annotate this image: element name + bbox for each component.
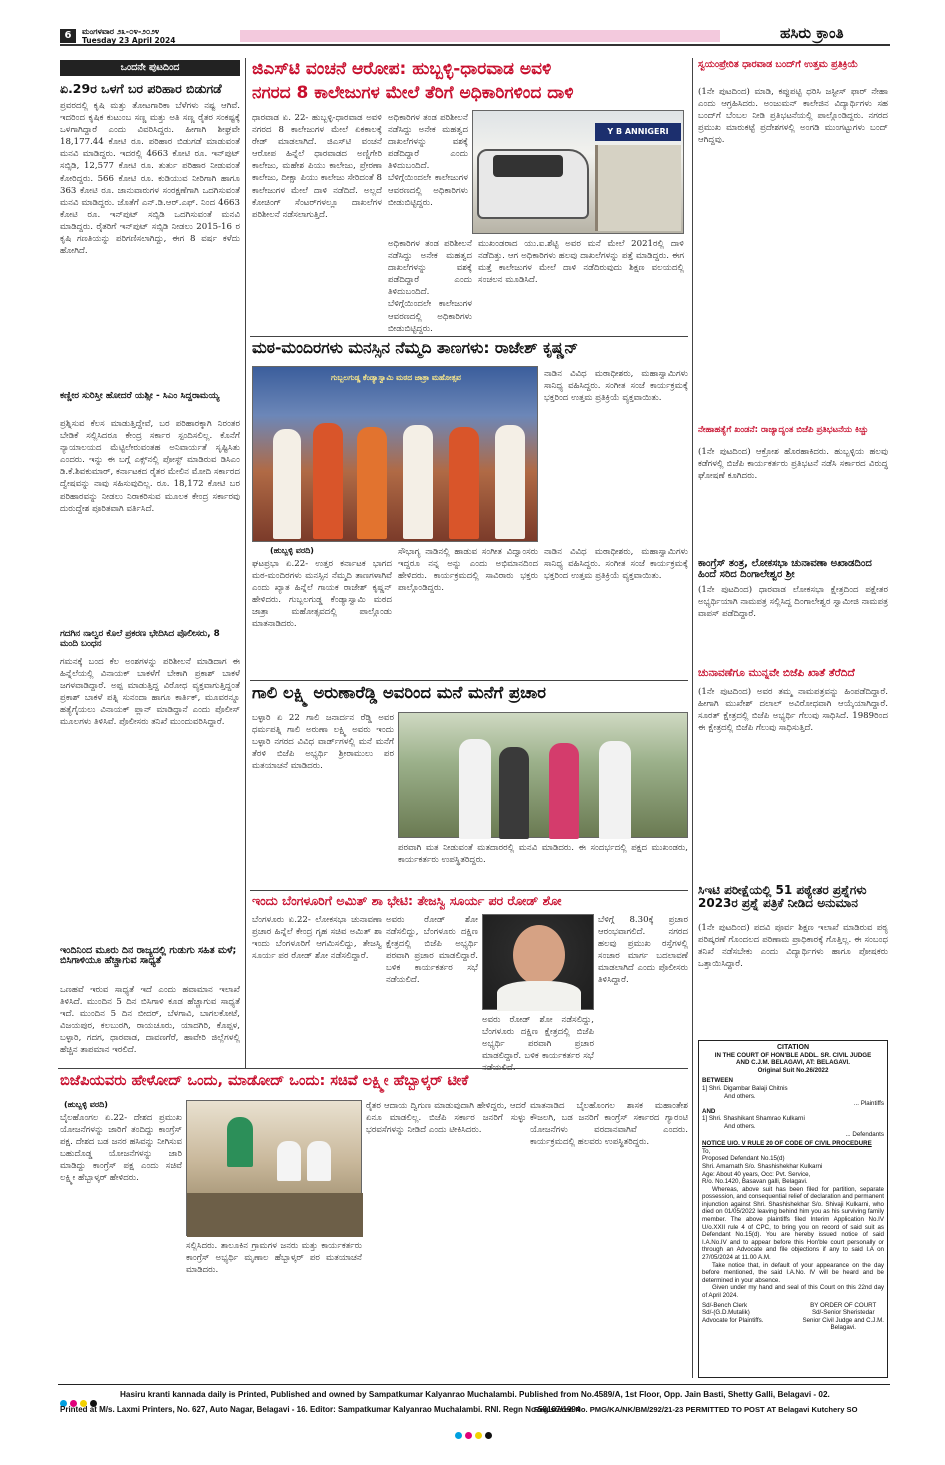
- citation-body2: Take notice that, in default of your appearance on the day before mentioned, the said I.A.No. IV will be heard and be determined in your absence.: [702, 1261, 884, 1284]
- building-facade: [595, 145, 681, 231]
- person-figure-4: [403, 425, 433, 539]
- footer-line1: Hasiru kranti kannada daily is Printed, Published and owned by Sampatkumar Kalyanrao Muchalambi. Published from No.4589/A, 1st Floor, Opp. Jain Basti, Shetty Galli, Belagavi - 02.: [120, 1390, 830, 1399]
- masthead-title: ಹಸಿರು ಕ್ರಾಂತಿ: [780, 24, 844, 42]
- citation-to: To,: [702, 1147, 711, 1155]
- citation-court-line2: AND C.J.M. BELAGAVI, AT: BELAGAVI.: [736, 1059, 850, 1067]
- top-story-body-col2: ಅಧಿಕಾರಿಗಳ ತಂಡ ಪರಿಶೀಲನೆ ನಡೆಸಿದ್ದು ಅನೇಕ ಮಹತ್ವದ ದಾಖಲೆಗಳನ್ನು ವಶಕ್ಕೆ ಪಡೆದಿದ್ದಾರೆ ಎಂದು ತಿಳಿದುಬಂದಿದೆ. ಬೆಳಿಗ್ಗೆಯಿಂದಲೇ ಕಾಲೇಜುಗಳ ಆವರಣದಲ್ಲಿ ಅಧಿಕಾರಿಗಳು ಬೀಡುಬಿಟ್ಟಿದ್ದರು.: [388, 113, 468, 208]
- college-building-photo: [472, 110, 684, 234]
- person-figure-1: [273, 429, 301, 539]
- left-story4-body: ಒಣಹವೆ ಇರುವ ಸಾಧ್ಯತೆ ಇದೆ ಎಂದು ಹವಾಮಾನ ಇಲಾಖೆ ತಿಳಿಸಿದೆ. ಮುಂದಿನ 5 ದಿನ ಬಿಸಿಗಾಳಿ ಕೂಡ ಹೆಚ್ಚಾಗುವ ಸಾಧ್ಯತೆ ಇದೆ. ಮುಂದಿನ 5 ದಿನ ಬೀದರ್, ಬೆಳಗಾವಿ, ಬಾಗಲಕೋಟೆ, ವಿಜಯಪುರ, ಕಲಬುರಗಿ, ರಾಯಚೂರು, ಯಾದಗಿರಿ, ಕೊಪ್ಪಳ, ಬಳ್ಳಾರಿ, ಗದಗ, ಧಾರವಾಡ, ದಾವಣಗೆರೆ, ಹಾವೇರಿ ಜಿಲ್ಲೆಗಳಲ್ಲಿ ಹೆಚ್ಚಿನ ತಾಪಮಾನ ಇರಲಿದೆ.: [60, 985, 240, 1056]
- page-header: [60, 24, 890, 46]
- person-figure-5: [449, 427, 479, 539]
- amit-body-col1: ಬೆಂಗಳೂರು ಏ.22- ಲೋಕಸಭಾ ಚುನಾವಣಾ ಪ್ರಚಾರ ಹಿನ್ನೆಲೆ ಕೇಂದ್ರ ಗೃಹ ಸಚಿವ ಅಮಿತ್ ಶಾ ಇಂದು ಬೆಂಗಳೂರಿಗೆ ಆಗಮಿಸಲಿದ್ದು, ತೇಜಸ್ವಿ ಸೂರ್ಯ ಪರ ರೋಡ್ ಶೋ ನಡೆಸಲಿದ್ದಾರೆ.: [252, 915, 382, 962]
- bjp-body-col2: ಸಲ್ಲಿಸಿದರು. ತಾಲೂಕಿನ ಗ್ರಾಮಗಳ ಜನರು ಮತ್ತು ಕಾರ್ಯಕರ್ತರು ಕಾಂಗ್ರೆಸ್ ಅಭ್ಯರ್ಥಿ ಮೃಣಾಲ ಹೆಬ್ಬಾಳ್ಕರ್ ಪರ ಮತಯಾಚನೆ ಮಾಡಿದರು.: [186, 1241, 362, 1276]
- portrait-shirt: [497, 981, 581, 1011]
- building-sign: Y B ANNIGERI: [595, 123, 681, 141]
- bjp-body-col3: ರೈತರ ಆದಾಯ ದ್ವಿಗುಣ ಮಾಡುವುದಾಗಿ ಹೇಳಿದ್ದರು, ಆದರೆ ಏನೂ ಮಾಡಲಿಲ್ಲ. ಬಿಜೆಪಿ ಸರ್ಕಾರ ಜನರಿಗೆ ಸುಳ್ಳು ಭರವಸೆಗಳನ್ನು ನೀಡಿದೆ ಎಂದು ಟೀಕಿಸಿದರು.: [366, 1101, 526, 1136]
- footer-line3: Registered No. PMG/KA/NK/BM/292/21-23 PERMITTED TO POST AT Belagavi Kutchery SO: [534, 1405, 858, 1414]
- left-story2-body: ಪ್ರಶ್ನಿಸುವ ಕೆಲಸ ಮಾಡುತ್ತಿದ್ದೇವೆ, ಬರ ಪರಿಹಾರಕ್ಕಾಗಿ ನಿರಂತರ ಬೇಡಿಕೆ ಸಲ್ಲಿಸಿದರೂ ಕೇಂದ್ರ ಸರ್ಕಾರ ಸ್ಪಂದಿಸಲಿಲ್ಲ. ಕೊನೆಗೆ ನ್ಯಾಯಾಲಯದ ಮೆಟ್ಟಿಲೇರುವಂತಹ ಅನಿವಾರ್ಯತೆ ಸೃಷ್ಟಿಸಿತು ಎಂದರು. ಇನ್ನು ಈ ಬಗ್ಗೆ ಎಕ್ಸ್‌ನಲ್ಲಿ ಪೋಸ್ಟ್ ಮಾಡಿರುವ ಡಿಸಿಎಂ ಡಿ.ಕೆ.ಶಿವಕುಮಾರ್, ಕರ್ನಾಟಕದ ರೈತರ ಮೇಲಿನ ಮೋದಿ ಸರ್ಕಾರದ ದ್ವೇಷವನ್ನು ನಾವು ಸಹಿಸುವುದಿಲ್ಲ. ರೂ. 18,172 ಕೋಟಿ ಬರ ಪರಿಹಾರವನ್ನು ನೀಡಲು ನಿರಾಕರಿಸುವ ಮೂಲಕ ಕೇಂದ್ರ ಸರ್ಕಾರವು ದುರುದ್ದೇಶ ಪೂರಿತವಾಗಿ ವರ್ತಿಸಿದೆ.: [60, 419, 240, 514]
- mutt-divider: [250, 680, 688, 681]
- portrait-face: [513, 925, 565, 985]
- page-number: 6: [60, 29, 76, 43]
- amit-body-col3: ಬೆಳಿಗ್ಗೆ 8.30ಕ್ಕೆ ಪ್ರಚಾರ ಆರಂಭವಾಗಲಿದೆ. ನಗರದ ಹಲವು ಪ್ರಮುಖ ರಸ್ತೆಗಳಲ್ಲಿ ಸಂಚಾರ ಮಾರ್ಗ ಬದಲಾವಣೆ ಮಾಡಲಾಗಿದೆ ಎಂದು ಪೊಲೀಸರು ತಿಳಿಸಿದ್ದಾರೆ.: [598, 915, 688, 986]
- citation-age: Age: About 40 years, Occ: Pvt. Service,: [702, 1170, 811, 1178]
- mutt-headline: ಮಠ-ಮಂದಿರಗಳು ಮನಸ್ಸಿನ ನೆಮ್ಮದಿ ತಾಣಗಳು: ರಾಜೇಶ್ ಕೃಷ್ಣನ್: [252, 339, 579, 357]
- left-story2-headline: ಕಣ್ಣೀರ ಸುರಿಸ್ತೀ ಹೋದರೆ ಯಶ್ಸೀ - ಸಿಎಂ ಸಿದ್ದರಾಮಯ್ಯ: [60, 391, 220, 401]
- mutt-body-col3: ನಾಡಿನ ವಿವಿಧ ಮಠಾಧೀಶರು, ಮಹಾಸ್ವಾಮಿಗಳು ಸಾನಿಧ್ಯ ವಹಿಸಿದ್ದರು. ಸಂಗೀತ ಸಂಜೆ ಕಾರ್ಯಕ್ರಮಕ್ಕೆ ಭಕ್ತರಿಂದ ಉತ್ತಮ ಪ್ರತಿಕ್ರಿಯೆ ವ್ಯಕ್ತವಾಯಿತು.: [544, 369, 688, 404]
- citation-sig-right: [802, 1302, 884, 1332]
- kannada-date: ಮಂಗಳವಾರ ೨೩-೦೪-೨೦೨೪: [82, 27, 160, 36]
- person-figure-3: [357, 427, 387, 539]
- amit-headline: ಇಂದು ಬೆಂಗಳೂರಿಗೆ ಅಮಿತ್ ಶಾ ಭೇಟಿ: ತೇಜಸ್ವಿ ಸೂರ್ಯ ಪರ ರೋಡ್ ಶೋ: [252, 893, 562, 908]
- citation-suit: Original Suit No.26/2022: [757, 1066, 829, 1074]
- magenta-dot-2: [465, 1432, 472, 1439]
- mutt-event-photo: [252, 366, 538, 542]
- left-story3-body: ಗಮನಕ್ಕೆ ಬಂದ ಕೆಲ ಅಂಶಗಳನ್ನು ಪರಿಶೀಲನೆ ಮಾಡಿದಾಗ ಈ ಹಿನ್ನೆಲೆಯಲ್ಲಿ ವಿನಾಯಕ್ ಬಾಕಳೆಗೆ ಬೇಕಾಗಿ ಪ್ರಕಾಶ್ ಬಾಕಳೆ ಜಗಳವಾಡಿದ್ದಾರೆ. ಅಪ್ಪ ಮಾಡುತ್ತಿದ್ದ ವಿರೋಧ ವ್ಯಕ್ತವಾಗುತ್ತಿದ್ದಂತೆ ಪ್ರಕಾಶ್ ಬಾಕಳೆ ಪತ್ನಿ ಸುನಂದಾ ಹಾಗೂ ಕಾರ್ತಿಕ್, ಮೂವರನ್ನೂ ಹತ್ಯೆಗೈಯಲು ವಿನಾಯಕ್ ಪ್ಲಾನ್ ಮಾಡಿದ್ದಾನೆ ಎಂದು ಪೊಲೀಸ್ ಮೂಲಗಳು ತಿಳಿಸಿವೆ. ಪೊಲೀಸರು ತನಿಖೆ ಮುಂದುವರಿಸಿದ್ದಾರೆ.: [60, 657, 240, 728]
- yellow-dot-2: [475, 1432, 482, 1439]
- citation-others1: And others.: [724, 1092, 756, 1100]
- galli-body-right: ಪರವಾಗಿ ಮತ ನೀಡುವಂತೆ ಮತದಾರರಲ್ಲಿ ಮನವಿ ಮಾಡಿದರು. ಈ ಸಂದರ್ಭದಲ್ಲಿ ಪಕ್ಷದ ಮುಖಂಡರು, ಕಾರ್ಯಕರ್ತರು ಉಪಸ್ಥಿತರಿದ್ದರು.: [398, 843, 688, 866]
- stage-figure-1: [277, 1141, 301, 1181]
- left-story3-headline: ಗದಗಿನ ನಾಲ್ವರ ಕೊಲೆ ಪ್ರಕರಣ ಭೇದಿಸಿದ ಪೊಲೀಸರು, 8 ಮಂದಿ ಬಂಧನ: [60, 629, 220, 649]
- citation-title: CITATION: [776, 1044, 809, 1051]
- citation-notice-heading: NOTICE U/O. V RULE 20 OF CODE OF CIVIL PROCEDURE: [702, 1140, 872, 1148]
- galli-body: ಬಳ್ಳಾರಿ ಏ 22 ಗಾಲಿ ಜನಾರ್ದನ ರೆಡ್ಡಿ ಅವರ ಧರ್ಮಪತ್ನಿ ಗಾಲಿ ಅರುಣಾ ಲಕ್ಷ್ಮಿ ಅವರು ಇಂದು ಬಳ್ಳಾರಿ ನಗರದ ವಿವಿಧ ವಾರ್ಡ್‌ಗಳಲ್ಲಿ ಮನೆ ಮನೆಗೆ ತೆರಳಿ ಬಿಜೆಪಿ ಅಭ್ಯರ್ಥಿ ಶ್ರೀರಾಮುಲು ಪರ ಮತಯಾಚನೆ ಮಾಡಿದರು.: [252, 713, 394, 772]
- cyan-dot-2: [455, 1432, 462, 1439]
- sig-right-2: Sd/-Senior Sheristedar: [811, 1309, 875, 1317]
- sig-right-3: Senior Civil Judge and C.J.M.: [802, 1316, 884, 1324]
- section-tag: ಒಂದನೇ ಪುಟದಿಂದ: [60, 60, 240, 76]
- citation-defendants-label: ... Defendants: [845, 1130, 884, 1138]
- left-story4-headline: ಇಂದಿನಿಂದ ಮೂರು ದಿನ ರಾಜ್ಯದಲ್ಲಿ ಗುಡುಗು ಸಹಿತ ಮಳೆ; ಬಿಸಿಗಾಳಿಯೂ ಹೆಚ್ಚಾಗುವ ಸಾಧ್ಯತೆ: [60, 945, 237, 967]
- bjp-rally-photo: [186, 1100, 362, 1236]
- amit-body-col2: ಅವರು ರೋಡ್ ಶೋ ನಡೆಸಲಿದ್ದು, ಬೆಂಗಳೂರು ದಕ್ಷಿಣ ಕ್ಷೇತ್ರದಲ್ಲಿ ಬಿಜೆಪಿ ಅಭ್ಯರ್ಥಿ ಪರವಾಗಿ ಪ್ರಚಾರ ಮಾಡಲಿದ್ದಾರೆ. ಬಳಿಕ ಕಾರ್ಯಕರ್ತರ ಸಭೆ ನಡೆಯಲಿದೆ.: [386, 915, 478, 986]
- sig-right-4: Belagavi.: [830, 1324, 856, 1332]
- bjp-body-col1: ಬೈಲಹೊಂಗಲ ಏ.22- ದೇಶದ ಪ್ರಮುಖ ಯೋಜನೆಗಳನ್ನು ಜಾರಿಗೆ ತಂದಿದ್ದು ಕಾಂಗ್ರೆಸ್ ಪಕ್ಷ. ದೇಶದ ಬಡ ಜನರ ಹಸಿವನ್ನು ನೀಗಿಸುವ ಬಹುದೊಡ್ಡ ಯೋಜನೆಗಳನ್ನು ಜಾರಿ ಮಾಡಿದ್ದು ಕಾಂಗ್ರೆಸ್ ಪಕ್ಷ ಎಂದು ಸಚಿವೆ ಲಕ್ಷ್ಮೀ ಹೆಬ್ಬಾಳ್ಕರ್ ಹೇಳಿದರು.: [60, 1113, 182, 1184]
- amit-body-col2b: ಅವರು ರೋಡ್ ಶೋ ನಡೆಸಲಿದ್ದು, ಬೆಂಗಳೂರು ದಕ್ಷಿಣ ಕ್ಷೇತ್ರದಲ್ಲಿ ಬಿಜೆಪಿ ಅಭ್ಯರ್ಥಿ ಪರವಾಗಿ ಪ್ರಚಾರ ಮಾಡಲಿದ್ದಾರೆ. ಬಳಿಕ ಕಾರ್ಯಕರ್ತರ ಸಭೆ: [482, 1015, 594, 1062]
- citation-signatures: [702, 1302, 884, 1332]
- galli-campaign-photo: [398, 712, 688, 838]
- top-story-headline-line2: ನಗರದ 8 ಕಾಲೇಜುಗಳ ಮೇಲೆ ತೆರಿಗೆ ಅಧಿಕಾರಿಗಳಿಂದ ದಾಳಿ: [252, 83, 574, 103]
- bjp-body-col4: ಮಾತನಾಡಿದ ಬೈಲಹೊಂಗಲ ಶಾಸಕ ಮಹಾಂತೇಶ ಕೌಜಲಗಿ, ಬಡ ಜನರಿಗೆ ಕಾಂಗ್ರೆಸ್ ಸರ್ಕಾರದ ಗ್ಯಾರಂಟಿ ಯೋಜನೆಗಳು ವರದಾನವಾಗಿವೆ ಎಂದರು. ಕಾರ್ಯಕ್ರಮದಲ್ಲಿ ಹಲವರು ಉಪಸ್ಥಿತರಿದ್ದರು.: [530, 1101, 688, 1148]
- right-story4-headline: ಚುನಾವಣೆಗೂ ಮುನ್ನವೇ ಬಿಜೆಪಿ ಖಾತೆ ತೆರೆದಿದೆ: [698, 667, 855, 679]
- english-date: Tuesday 23 April 2024: [82, 36, 176, 45]
- citation-defendant: 1] Shri. Shashikant Shamrao Kulkarni: [702, 1115, 805, 1123]
- citation-name: Shri. Amarnath S/o. Shashishekhar Kulkarni: [702, 1162, 823, 1170]
- man-figure-1: [459, 739, 491, 839]
- mutt-body-col1: ಘಟಪ್ರಭಾ ಏ.22- ಉತ್ತರ ಕರ್ನಾಟಕ ಭಾಗದ ಮಠ-ಮಂದಿರಗಳು ಮನಸ್ಸಿನ ನೆಮ್ಮದಿ ತಾಣಗಳಾಗಿವೆ ಎಂದು ಖ್ಯಾತ ಹಿನ್ನೆಲೆ ಗಾಯಕ ರಾಜೇಶ್ ಕೃಷ್ಣನ್ ಹೇಳಿದರು. ಗುಬ್ಬಲಗುಡ್ಡ ಕೆಂಡ್ಯಾಸ್ವಾಮಿ ಮಠದ ಜಾತ್ರಾ ಮಹೋತ್ಸವದಲ್ಲಿ ಪಾಲ್ಗೊಂಡು ಮಾತನಾಡಿದರು.: [252, 559, 392, 630]
- footer-dots-bottom: [60, 1424, 890, 1443]
- top-story-divider: [250, 336, 688, 337]
- sig-left-1: Sd/-Bench Clerk: [702, 1301, 748, 1309]
- citation-plaintiff: 1] Shri. Digambar Balaji Chitnis: [702, 1084, 788, 1092]
- citation-proposed: Proposed Defendant No.15(d): [702, 1155, 785, 1163]
- galli-headline: ಗಾಲಿ ಲಕ್ಷ್ಮಿ ಅರುಣಾರೆಡ್ಡಿ ಅವರಿಂದ ಮನೆ ಮನೆಗೆ ಪ್ರಚಾರ: [252, 683, 546, 702]
- man-figure-3: [599, 741, 631, 839]
- amit-shah-portrait: [482, 914, 594, 1010]
- mutt-body-col2: ಸೌಭಾಗ್ಯ ನಾಡಿನಲ್ಲಿ ಹಾಡುವ ಸಂಗೀತ ವಿದ್ವಾಂಸರು ಇದ್ದರೂ ನನ್ನ ಅನ್ನು ಎಂದು ಅಭಿಮಾನದಿಂದ ಹೇಳಿದರು. ಕಾರ್ಯಕ್ರಮದಲ್ಲಿ ಸಾವಿರಾರು ಭಕ್ತರು ಪಾಲ್ಗೊಂಡಿದ್ದರು.: [398, 547, 538, 594]
- masthead-band: [240, 30, 720, 42]
- bjp-byline: (ಹುಬ್ಬಳ್ಳಿ ವರದಿ): [64, 1100, 108, 1109]
- bjp-headline: ಬಿಜೆಪಿಯವರು ಹೇಳೋದ್ ಒಂದು, ಮಾಡೋದ್ ಒಂದು: ಸಚಿವೆ ಲಕ್ಷ್ಮೀ ಹೆಬ್ಬಾಳ್ಕರ್ ಟೀಕೆ: [60, 1073, 469, 1089]
- right-story5-headline: ಸಿಇಟಿ ಪರೀಕ್ಷೆಯಲ್ಲಿ 51 ಪಠ್ಯೇತರ ಪ್ರಶ್ನೆಗಳು 2023ರ ಪ್ರಶ್ನೆ ಪತ್ರಿಕೆ ನೀಡಿದ ಅನುಮಾನ: [698, 883, 867, 911]
- citation-plaintiffs-label: ... Plaintiffs: [853, 1100, 884, 1108]
- sig-left-3: Advocate for Plaintiffs.: [702, 1316, 764, 1324]
- right-story3-headline: ಕಾಂಗ್ರೆಸ್ ತಂತ್ರ, ಲೋಕಸಭಾ ಚುನಾವಣಾ ಅಖಾಡದಿಂದ ಹಿಂದೆ ಸರಿದ ದಿಂಗಾಲೇಶ್ವರ ಶ್ರೀ: [698, 558, 872, 580]
- black-dot-2: [485, 1432, 492, 1439]
- mutt-body-col3b: ನಾಡಿನ ವಿವಿಧ ಮಠಾಧೀಶರು, ಮಹಾಸ್ವಾಮಿಗಳು ಸಾನಿಧ್ಯ ವಹಿಸಿದ್ದರು. ಸಂಗೀತ ಸಂಜೆ ಕಾರ್ಯಕ್ರಮಕ್ಕೆ ಭಕ್ತರಿಂದ ಉತ್ತಮ ಪ್ರತಿಕ್ರಿಯೆ ವ್ಯಕ್ತವಾಯಿತು.: [544, 547, 688, 582]
- galli-divider: [250, 890, 688, 891]
- citation-and: AND: [702, 1107, 716, 1115]
- sig-left-2: Sd/-(G.D.Mutalik): [702, 1309, 750, 1317]
- top-story-body-col3: ಮುಖಂಡರಾದ ಯು.ಐ.ಶೆಟ್ಟಿ ಅವರ ಮನೆ ಮೇಲೆ 2021ರಲ್ಲಿ ದಾಳಿ ನಡೆದಿತ್ತು. ಆಗ ಅಧಿಕಾರಿಗಳು ಹಲವು ದಾಖಲೆಗಳನ್ನು ಪತ್ತೆ ಮಾಡಿದ್ದರು. ಈಗ ಮತ್ತೆ ಕಾಲೇಜುಗಳ ಮೇಲೆ ದಾಳಿ ನಡೆದಿರುವುದು ಶಿಕ್ಷಣ ವಲಯದಲ್ಲಿ ಸಂಚಲನ ಮೂಡಿಸಿದೆ.: [478, 239, 684, 286]
- citation-between: BETWEEN: [702, 1077, 733, 1085]
- top-story-body-col1: ಧಾರವಾಡ ಏ. 22- ಹುಬ್ಬಳ್ಳಿ-ಧಾರವಾಡ ಅವಳಿ ನಗರದ 8 ಕಾಲೇಜುಗಳ ಮೇಲೆ ಏಕಕಾಲಕ್ಕೆ ರೇಡ್ ಮಾಡಲಾಗಿದೆ. ಜಿಎಸ್‌ಟಿ ವಂಚನೆ ಆರೋಪ ಹಿನ್ನೆಲೆ ಧಾರವಾಡದ ಅಣ್ಣಿಗೇರಿ ಕಾಲೇಜು, ಮಹೇಶ ಪಿಯು ಕಾಲೇಜು, ಪ್ರೇರಣಾ ಕಾಲೇಜು, ದೀಕ್ಷಾ ಪಿಯು ಕಾಲೇಜು ಸೇರಿದಂತೆ 8 ಕಾಲೇಜುಗಳ ಮೇಲೆ ದಾಳಿ ನಡೆದಿದೆ. ಅಲ್ಲದೆ ಕೋಚಿಂಗ್ ಸೆಂಟರ್‌ಗಳಲ್ಲೂ ದಾಖಲೆಗಳ ಪರಿಶೀಲನೆ ನಡೆಸಲಾಗುತ್ತಿದೆ.: [252, 113, 382, 220]
- mutt-photo-banner: ಗುಬ್ಬಲಗುಡ್ಡ ಕೆಂಡ್ಯಾಸ್ವಾಮಿ ಮಠದ ಜಾತ್ರಾ ಮಹೋತ್ಸವ: [330, 373, 462, 382]
- right-story5-body: (1ನೇ ಪುಟದಿಂದ) ಪದವಿ ಪೂರ್ವ ಶಿಕ್ಷಣ ಇಲಾಖೆ ಮಾಡಿರುವ ಪಠ್ಯ ಪರಿಷ್ಕರಣೆ ಗೊಂದಲದ ಪರಿಣಾಮ ಪ್ರಾಧಿಕಾರಕ್ಕೆ ಗೊತ್ತಿಲ್ಲ. ಈ ಸಂಬಂಧ ತನಿಖೆ ನಡೆಸಬೇಕು ಎಂದು ವಿದ್ಯಾರ್ಥಿಗಳು ಹಾಗೂ ಪೋಷಕರು ಒತ್ತಾಯಿಸಿದ್ದಾರೆ.: [698, 923, 888, 970]
- right-story2-headline: ನೇಹಾಹತ್ಯೆಗೆ ಖಂಡನೆ: ರಾಜ್ಯಾದ್ಯಂತ ಬಿಜೆಪಿ ಪ್ರತಿಭಟನೆಯ ಕಿಚ್ಚು: [698, 425, 869, 435]
- citation-court-line1: IN THE COURT OF HON'BLE ADDL. SR. CIVIL JUDGE: [714, 1051, 872, 1059]
- stage-figure-2: [307, 1141, 331, 1181]
- right-story4-body: (1ನೇ ಪುಟದಿಂದ) ಅವರ ತಮ್ಮ ನಾಮಪತ್ರವನ್ನು ಹಿಂಪಡೆದಿದ್ದಾರೆ. ಹೀಗಾಗಿ ಮುಖೇಶ್ ದಲಾಲ್ ಅವಿರೋಧವಾಗಿ ಆಯ್ಕೆಯಾಗಿದ್ದಾರೆ. ಸೂರತ್ ಕ್ಷೇತ್ರದಲ್ಲಿ ಬಿಜೆಪಿ ಅಭ್ಯರ್ಥಿ ಗೆಲುವು ಸಾಧಿಸಿದೆ. 1989ರಿಂದ ಈ ಕ್ಷೇತ್ರದಲ್ಲಿ ಬಿಜೆಪಿ ಗೆಲುವು ಸಾಧಿಸುತ್ತಿದೆ.: [698, 687, 888, 734]
- car-windshield: [493, 155, 563, 177]
- person-figure-6: [495, 425, 525, 539]
- mutt-byline: (ಹುಬ್ಬಳ್ಳಿ ವರದಿ): [270, 546, 314, 555]
- crowd-band: [187, 1193, 363, 1237]
- footer-line2: Printed at M/s. Laxmi Printers, No. 627, Auto Nagar, Belagavi - 16. Editor: Sampatkumar Kalyanrao Muchalambi. RNI. Regn No.58167/1994: [60, 1405, 581, 1414]
- speaker-figure: [227, 1117, 253, 1167]
- top-story-body-col2b: ಅಧಿಕಾರಿಗಳ ತಂಡ ಪರಿಶೀಲನೆ ನಡೆಸಿದ್ದು ಅನೇಕ ಮಹತ್ವದ ದಾಖಲೆಗಳನ್ನು ವಶಕ್ಕೆ ಪಡೆದಿದ್ದಾರೆ ಎಂದು ತಿಳಿದುಬಂದಿದೆ. ಬೆಳಿಗ್ಗೆಯಿಂದಲೇ ಕಾಲೇಜುಗಳ ಆವರಣದಲ್ಲಿ ಅಧಿಕಾರಿಗಳು ಬೀಡುಬಿಟ್ಟಿದ್ದರು.: [388, 239, 472, 334]
- sig-right-1: BY ORDER OF COURT: [810, 1301, 877, 1309]
- amit-divider: [58, 1068, 688, 1069]
- citation-sig-left: [702, 1302, 763, 1332]
- person-figure-2: [313, 423, 343, 539]
- citation-body: Whereas, above suit has been filed for partition, separate possession, and consequential relief of declaration and permanent injunction against Shri. Shashishekhar S/o. Shivaji Kulkarni, who died on 01/05/2022 leaving behind him you as his surviving family member. The above plaintiffs filed Interim Application No.IV U/o.XXII rule 4 of CPC, to bring you on record of said suit as Defendant No.15(d). You are hereby issued notice of said I.A.No.IV and to appear before this Hon'ble court personally or through an Advocate and file objections if any to said I.A on 27/05/2024 at 11.00 A.M.: [702, 1185, 884, 1262]
- citation-body3: Given under my hand and seal of this Court on this 22nd day of April 2024.: [702, 1284, 884, 1299]
- right-story2-body: (1ನೇ ಪುಟದಿಂದ) ಆಕ್ರೋಶ ಹೊರಹಾಕಿದರು. ಹುಬ್ಬಳ್ಳಿಯ ಹಲವು ಕಡೆಗಳಲ್ಲಿ ಬಿಜೆಪಿ ಕಾರ್ಯಕರ್ತರು ಪ್ರತಿಭಟನೆ ನಡೆಸಿ ಸರ್ಕಾರದ ವಿರುದ್ಧ ಘೋಷಣೆ ಕೂಗಿದರು.: [698, 447, 888, 482]
- man-figure-2: [499, 747, 529, 839]
- left-story1-headline: ಏ.29ರ ಒಳಗೆ ಬರ ಪರಿಹಾರ ಬಿಡುಗಡೆ: [60, 81, 222, 96]
- footer-rule: [58, 1384, 890, 1385]
- citation-box: [698, 1040, 888, 1378]
- citation-others2: And others.: [724, 1122, 756, 1130]
- right-story1-body: (1ನೇ ಪುಟದಿಂದ) ಮಾಡಿ, ಕಪ್ಪುಪಟ್ಟಿ ಧರಿಸಿ ಜಸ್ಟೀಸ್ ಫಾರ್ ನೇಹಾ ಎಂದು ಆಗ್ರಹಿಸಿದರು. ಅಂಜುಮನ್ ಕಾಲೇಜಿನ ವಿದ್ಯಾರ್ಥಿಗಳು ಸಹ ಬಂದ್‌ಗೆ ಬೆಂಬಲ ನೀಡಿ ಪ್ರತಿಭಟನೆಯಲ್ಲಿ ಪಾಲ್ಗೊಂಡಿದ್ದರು. ನಗರದ ಪ್ರಮುಖ ಮಾರುಕಟ್ಟೆ ಪ್ರದೇಶಗಳಲ್ಲಿ ಅಂಗಡಿ ಮುಂಗಟ್ಟುಗಳು ಬಂದ್ ಆಗಿದ್ದವು.: [698, 87, 888, 146]
- woman-figure: [549, 743, 579, 839]
- left-story1-body: ಪ್ರವರದಲ್ಲಿ ಕೃಷಿ ಮತ್ತು ತೋಟಗಾರಿಕಾ ಬೆಳೆಗಳು ನಷ್ಟ ಆಗಿವೆ. ಇದರಿಂದ ಕೃಷಿಕ ಕುಟುಂಬ ಸಣ್ಣ ಮತ್ತು ಅತಿ ಸಣ್ಣ ರೈತರ ಸಂಕಷ್ಟಕ್ಕೆ ಒಳಗಾಗಿದ್ದಾರೆ ಎಂದು ವಿವರಿಸಿದ್ದರು. ಹೀಗಾಗಿ ಶೀಘ್ರವೇ 18,177.44 ಕೋಟಿ ರೂ. ಪರಿಹಾರ ಬಿಡುಗಡೆ ಮಾಡುವಂತೆ ಮನವಿ ಮಾಡಿದ್ದರು. ಇದರಲ್ಲಿ 4663 ಕೋಟಿ ರೂ. ಇನ್‌ಪುಟ್ ಸಬ್ಸಿಡಿ, 12,577 ಕೋಟಿ ರೂ. ತುರ್ತು ಪರಿಹಾರ ನೀಡುವಂತೆ ಕೋರಿದ್ದರು. 566 ಕೋಟಿ ರೂ. ಕುಡಿಯುವ ನೀರಿಗಾಗಿ ಹಾಗೂ 363 ಕೋಟಿ ರೂ. ಜಾನುವಾರುಗಳ ಸಂರಕ್ಷಣೆಗಾಗಿ ಒದಗಿಸುವಂತೆ ಮನವಿ ಮಾಡಿದ್ದರು. ಜೊತೆಗೆ ಎನ್.ಡಿ.ಆರ್.ಎಫ್. ನಿಂದ 4663 ಕೋಟಿ ರೂ. ಇನ್‌ಪುಟ್ ಸಬ್ಸಿಡಿ ಒದಗಿಸುವಂತೆ ಮನವಿ ಮಾಡಿದ್ದರು. ರೈತರಿಗೆ ಇನ್‌ಪುಟ್ ಸಬ್ಸಿಡಿ ನೀಡಲು 2015-16 ರ ಕೃಷಿ ಗಣತಿಯನ್ನು ಪರಿಗಣಿಸಲಾಗಿದ್ದು, ಈಗ 8 ವರ್ಷ ಕಳೆದು ಹೋಗಿದೆ.: [60, 101, 240, 257]
- citation-address: R/o. No.1420, Basavan galli, Belagavi.: [702, 1178, 808, 1186]
- top-story-headline-line1: ಜಿಎಸ್‌ಟಿ ವಂಚನೆ ಆರೋಪ: ಹುಬ್ಬಳ್ಳಿ-ಧಾರವಾಡ ಅವಳಿ: [252, 59, 552, 79]
- right-story3-body: (1ನೇ ಪುಟದಿಂದ) ಧಾರವಾಡ ಲೋಕಸಭಾ ಕ್ಷೇತ್ರದಿಂದ ಪಕ್ಷೇತರ ಅಭ್ಯರ್ಥಿಯಾಗಿ ನಾಮಪತ್ರ ಸಲ್ಲಿಸಿದ್ದ ದಿಂಗಾಲೇಶ್ವರ ಸ್ವಾಮೀಜಿ ನಾಮಪತ್ರ ವಾಪಸ್ ಪಡೆದಿದ್ದಾರೆ.: [698, 585, 888, 620]
- right-story1-headline: ಸ್ವಯಂಪ್ರೇರಿತ ಧಾರವಾಡ ಬಂದ್‌ಗೆ ಉತ್ತಮ ಪ್ರತಿಕ್ರಿಯೆ: [698, 59, 859, 70]
- left-column-divider: [245, 58, 246, 1068]
- right-column-divider: [692, 58, 693, 1378]
